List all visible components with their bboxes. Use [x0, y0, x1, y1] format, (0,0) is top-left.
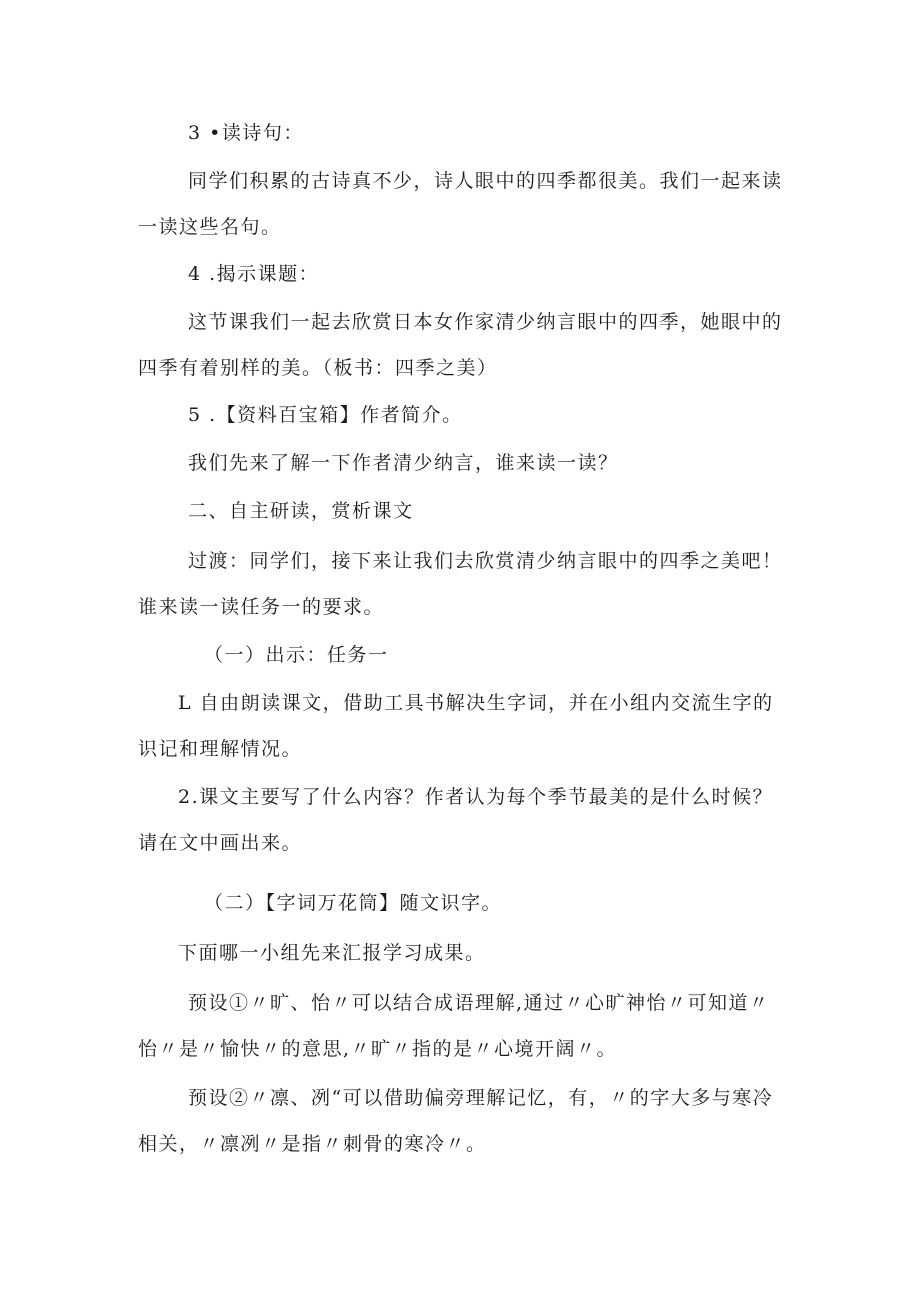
paragraph-group-report: 下面哪一小组先来汇报学习成果。: [178, 942, 486, 964]
preset-1: 预设①〃旷、怡〃可以结合成语理解,通过〃心旷神怡〃可知道〃怡〃是〃愉快〃的意思,〃旷〃指的是〃心境开阔〃。: [138, 992, 770, 1060]
heading-author-intro: 5 .【资料百宝箱】作者简介。: [188, 404, 463, 426]
paragraph-poems-intro: 同学们积累的古诗真不少，诗人眼中的四季都很美。我们一起来读一读这些名句。: [138, 170, 783, 238]
heading-reveal-topic: 4 .揭示课题：: [188, 263, 320, 285]
heading-read-poems: 3 •读诗句：: [188, 122, 304, 144]
section-heading-self-study: 二、自主研读，赏析课文: [188, 500, 414, 522]
subheading-task-one: （一）出示：任务一: [204, 644, 389, 666]
paragraph-topic-intro: 这节课我们一起去欣赏日本女作家清少纳言眼中的四季，她眼中的四季有着别样的美。（板书：四季之美）: [138, 311, 783, 379]
task-item-1: L 自由朗读课文，借助工具书解决生字词，并在小组内交流生字的识记和理解情况。: [138, 692, 774, 760]
subheading-word-kaleidoscope: （二）【字词万花筒】随文识字。: [204, 892, 503, 914]
paragraph-transition: 过渡：同学们，接下来让我们去欣赏清少纳言眼中的四季之美吧！谁来读一读任务一的要求。: [138, 550, 783, 618]
preset-2: 预设②〃凛、冽“可以借助偏旁理解记忆，有，〃的字大多与寒冷相关，〃凛冽〃是指〃刺骨的寒冷〃。: [138, 1087, 774, 1155]
task-item-2: 2.课文主要写了什么内容？作者认为每个季节最美的是什么时候？请在文中画出来。: [138, 786, 774, 854]
paragraph-author-question: 我们先来了解一下作者清少纳言，谁来读一读？: [188, 452, 619, 474]
